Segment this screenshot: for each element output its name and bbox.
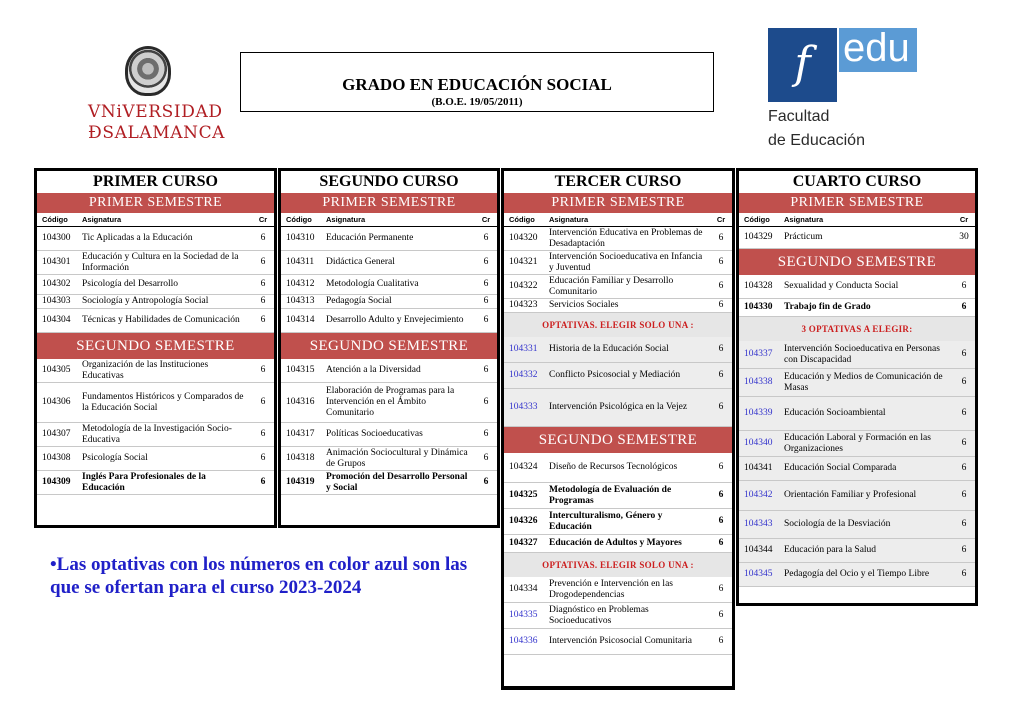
subject-name: Historia de la Educación Social	[549, 344, 669, 354]
primer-curso-column	[34, 168, 277, 528]
subject-code: 104305	[42, 365, 71, 375]
subject-code: 104325	[509, 490, 538, 500]
subject-name: Psicología del Desarrollo	[82, 279, 179, 289]
table-header	[504, 213, 732, 227]
subject-code: 104319	[286, 477, 315, 487]
table-row	[281, 227, 497, 251]
subject-code: 104306	[42, 397, 71, 407]
subject-code: 104342	[744, 490, 773, 500]
page-subtitle: (B.O.E. 19/05/2011)	[431, 96, 523, 108]
semester-header: SEGUNDO SEMESTRE	[37, 333, 274, 359]
subject-credits: 6	[718, 584, 724, 594]
table-row	[504, 483, 732, 509]
table-row	[739, 341, 975, 369]
table-row	[739, 397, 975, 431]
header-credits: Cr	[481, 215, 491, 224]
table-row	[504, 275, 732, 299]
subject-code: 104334	[509, 584, 538, 594]
table-row	[504, 603, 732, 629]
subject-code: 104327	[509, 538, 538, 548]
subject-code: 104332	[509, 370, 538, 380]
table-row	[281, 423, 497, 447]
table-header	[281, 213, 497, 227]
faculty-f-icon: f	[768, 28, 837, 102]
subject-name: Metodología de Evaluación de Programas	[549, 484, 672, 506]
subject-name: Intervención Psicológica en la Vejez	[549, 402, 688, 412]
offered-optatives-note: •Las optativas con los números en color azul son las que se ofertan para el curso 2023-2024	[50, 554, 468, 598]
table-row	[504, 629, 732, 655]
subject-name: Didáctica General	[326, 257, 395, 267]
subject-name: Servicios Sociales	[549, 300, 619, 310]
table-row	[37, 275, 274, 295]
course-title: CUARTO CURSO	[739, 171, 975, 193]
subject-name: Educación Familiar y Desarrollo Comunitario	[549, 275, 674, 297]
subject-code: 104307	[42, 429, 71, 439]
subject-name: Prácticum	[784, 232, 823, 242]
subject-credits: 6	[260, 233, 266, 243]
table-row	[739, 227, 975, 249]
table-row	[504, 299, 732, 313]
subject-credits: 6	[718, 281, 724, 291]
subject-name: Elaboración de Programas para la Intervención en el Ámbito Comunitario	[326, 386, 455, 418]
subject-credits: 6	[961, 281, 967, 291]
semester-header: PRIMER SEMESTRE	[281, 193, 497, 213]
subject-code: 104315	[286, 365, 315, 375]
subject-code: 104341	[744, 463, 773, 473]
subject-code: 104330	[744, 302, 773, 312]
subject-credits: 6	[260, 279, 266, 289]
table-row	[504, 535, 732, 553]
subject-name: Tic Aplicadas a la Educación	[82, 233, 193, 243]
course-title: SEGUNDO CURSO	[281, 171, 497, 193]
semester-header: PRIMER SEMESTRE	[739, 193, 975, 213]
subject-name: Educación Laboral y Formación en las Organizaciones	[784, 432, 931, 454]
table-row	[281, 309, 497, 333]
subject-name: Diseño de Recursos Tecnológicos	[549, 462, 678, 472]
subject-name: Metodología Cualitativa	[326, 279, 419, 289]
subject-code: 104338	[744, 377, 773, 387]
subject-name: Promoción del Desarrollo Personal y Social	[326, 471, 468, 493]
subject-code: 104301	[42, 257, 71, 267]
subject-name: Metodología de la Investigación Socio-Educativa	[82, 423, 232, 445]
subject-name: Educación de Adultos y Mayores	[549, 538, 682, 548]
subject-code: 104328	[744, 281, 773, 291]
subject-name: Intervención Socioeducativa en Infancia y Juventud	[549, 251, 703, 273]
table-row	[281, 295, 497, 309]
course-title: PRIMER CURSO	[37, 171, 274, 193]
subject-credits: 6	[483, 397, 489, 407]
table-row	[37, 423, 274, 447]
table-header	[739, 213, 975, 227]
subject-code: 104331	[509, 344, 538, 354]
subject-name: Educación para la Salud	[784, 545, 877, 555]
table-row	[504, 227, 732, 251]
subject-credits: 6	[718, 462, 724, 472]
subject-credits: 6	[260, 365, 266, 375]
header-code: Código	[744, 215, 770, 224]
subject-name: Orientación Familiar y Profesional	[784, 490, 917, 500]
header-credits: Cr	[258, 215, 268, 224]
subject-credits: 6	[961, 349, 967, 359]
subject-credits: 6	[260, 315, 266, 325]
table-row	[504, 389, 732, 427]
table-row	[739, 431, 975, 457]
subject-code: 104320	[509, 233, 538, 243]
subject-code: 104343	[744, 519, 773, 529]
university-name-line1: VNiVERSIDAD	[88, 102, 223, 122]
subject-code: 104337	[744, 349, 773, 359]
subject-name: Fundamentos Históricos y Comparados de la Educación Social	[82, 391, 244, 413]
subject-code: 104304	[42, 315, 71, 325]
subject-code: 104303	[42, 296, 71, 306]
semester-header: SEGUNDO SEMESTRE	[739, 249, 975, 275]
subject-credits: 6	[260, 477, 266, 487]
header-code: Código	[42, 215, 68, 224]
table-row	[739, 481, 975, 511]
subject-code: 104314	[286, 315, 315, 325]
semester-header: PRIMER SEMESTRE	[37, 193, 274, 213]
subject-code: 104336	[509, 636, 538, 646]
subject-name: Organización de las Instituciones Educativas	[82, 359, 209, 381]
table-row	[37, 227, 274, 251]
subject-credits: 6	[483, 257, 489, 267]
table-row	[281, 251, 497, 275]
table-row	[504, 453, 732, 483]
subject-credits: 6	[718, 516, 724, 526]
subject-credits: 6	[961, 377, 967, 387]
segundo-curso-column	[278, 168, 500, 528]
subject-name: Educación Social Comparada	[784, 463, 897, 473]
subject-code: 104310	[286, 233, 315, 243]
table-row	[281, 471, 497, 495]
header-subject: Asignatura	[82, 215, 122, 224]
table-row	[504, 509, 732, 535]
page-title: GRADO EN EDUCACIÓN SOCIAL	[342, 75, 612, 94]
subject-credits: 6	[718, 636, 724, 646]
title-box	[240, 52, 714, 112]
semester-header: SEGUNDO SEMESTRE	[504, 427, 732, 453]
subject-name: Sexualidad y Conducta Social	[784, 281, 899, 291]
subject-credits: 6	[483, 477, 489, 487]
subject-credits: 6	[483, 279, 489, 289]
optativas-header: OPTATIVAS. ELEGIR SOLO UNA :	[504, 313, 732, 337]
subject-code: 104316	[286, 397, 315, 407]
subject-credits: 6	[961, 438, 967, 448]
subject-name: Educación Permanente	[326, 233, 414, 243]
subject-name: Intervención Educativa en Problemas de Desadaptación	[549, 227, 703, 249]
table-row	[504, 577, 732, 603]
faculty-name-line1: Facultad	[768, 108, 830, 125]
subject-name: Interculturalismo, Género y Educación	[549, 510, 663, 532]
cuarto-curso-column	[736, 168, 978, 606]
subject-credits: 6	[483, 315, 489, 325]
subject-credits: 6	[718, 370, 724, 380]
table-row	[504, 363, 732, 389]
subject-code: 104309	[42, 477, 71, 487]
table-row	[37, 447, 274, 471]
subject-name: Educación y Cultura en la Sociedad de la Información	[82, 251, 239, 273]
subject-credits: 6	[718, 257, 724, 267]
subject-credits: 6	[961, 463, 967, 473]
subject-code: 104335	[509, 610, 538, 620]
subject-credits: 6	[260, 296, 266, 306]
subject-code: 104326	[509, 516, 538, 526]
optativas-header: OPTATIVAS. ELEGIR SOLO UNA :	[504, 553, 732, 577]
subject-code: 104344	[744, 545, 773, 555]
faculty-logo	[768, 28, 918, 148]
table-row	[739, 299, 975, 317]
subject-code: 104313	[286, 296, 315, 306]
subject-code: 104333	[509, 402, 538, 412]
table-row	[281, 447, 497, 471]
subject-credits: 6	[961, 519, 967, 529]
table-row	[37, 251, 274, 275]
subject-name: Educación Socioambiental	[784, 408, 886, 418]
subject-credits: 6	[718, 344, 724, 354]
faculty-logo-mark	[768, 28, 918, 102]
faculty-edu-icon: edu	[839, 28, 917, 72]
subject-credits: 6	[961, 569, 967, 579]
subject-code: 104318	[286, 453, 315, 463]
table-row	[37, 309, 274, 333]
semester-header: PRIMER SEMESTRE	[504, 193, 732, 213]
subject-credits: 6	[961, 408, 967, 418]
subject-credits: 6	[961, 545, 967, 555]
subject-credits: 6	[961, 490, 967, 500]
table-row	[281, 275, 497, 295]
subject-credits: 6	[260, 429, 266, 439]
header-code: Código	[509, 215, 535, 224]
table-row	[739, 539, 975, 563]
header-subject: Asignatura	[549, 215, 589, 224]
table-row	[739, 511, 975, 539]
table-row	[504, 337, 732, 363]
course-title: TERCER CURSO	[504, 171, 732, 193]
header-credits: Cr	[716, 215, 726, 224]
subject-code: 104317	[286, 429, 315, 439]
subject-code: 104323	[509, 300, 538, 310]
table-row	[37, 383, 274, 423]
table-row	[37, 471, 274, 495]
subject-code: 104308	[42, 453, 71, 463]
subject-credits: 30	[959, 232, 969, 242]
subject-code: 104322	[509, 281, 538, 291]
tercer-curso-column	[501, 168, 735, 690]
subject-name: Técnicas y Habilidades de Comunicación	[82, 315, 240, 325]
subject-credits: 6	[483, 453, 489, 463]
header-subject: Asignatura	[326, 215, 366, 224]
table-row	[739, 275, 975, 299]
table-row	[504, 251, 732, 275]
subject-name: Conflicto Psicosocial y Mediación	[549, 370, 681, 380]
subject-code: 104340	[744, 438, 773, 448]
subject-name: Trabajo fin de Grado	[784, 302, 871, 312]
subject-credits: 6	[718, 300, 724, 310]
optativas-header: 3 OPTATIVAS A ELEGIR:	[739, 317, 975, 341]
subject-code: 104312	[286, 279, 315, 289]
subject-code: 104302	[42, 279, 71, 289]
subject-name: Educación y Medios de Comunicación de Masas	[784, 371, 943, 393]
subject-code: 104339	[744, 408, 773, 418]
subject-name: Sociología y Antropología Social	[82, 296, 209, 306]
header-code: Código	[286, 215, 312, 224]
subject-code: 104329	[744, 232, 773, 242]
subject-credits: 6	[483, 365, 489, 375]
subject-credits: 6	[718, 538, 724, 548]
subject-credits: 6	[260, 257, 266, 267]
subject-name: Pedagogía del Ocio y el Tiempo Libre	[784, 569, 930, 579]
subject-credits: 6	[718, 402, 724, 412]
subject-credits: 6	[483, 429, 489, 439]
subject-credits: 6	[483, 296, 489, 306]
subject-code: 104300	[42, 233, 71, 243]
university-seal-icon	[125, 46, 171, 96]
subject-name: Sociología de la Desviación	[784, 519, 891, 529]
subject-name: Inglés Para Profesionales de la Educación	[82, 471, 206, 493]
university-logo	[88, 42, 226, 150]
header-credits: Cr	[959, 215, 969, 224]
table-row	[739, 457, 975, 481]
subject-name: Intervención Socioeducativa en Personas con Discapacidad	[784, 343, 940, 365]
semester-header: SEGUNDO SEMESTRE	[281, 333, 497, 359]
subject-name: Desarrollo Adulto y Envejecimiento	[326, 315, 464, 325]
subject-name: Animación Sociocultural y Dinámica de Grupos	[326, 447, 468, 469]
subject-code: 104345	[744, 569, 773, 579]
table-row	[739, 369, 975, 397]
table-row	[37, 359, 274, 383]
table-row	[37, 295, 274, 309]
header-subject: Asignatura	[784, 215, 824, 224]
subject-credits: 6	[260, 453, 266, 463]
subject-credits: 6	[260, 397, 266, 407]
subject-name: Políticas Socioeducativas	[326, 429, 423, 439]
subject-code: 104324	[509, 462, 538, 472]
subject-credits: 6	[961, 302, 967, 312]
table-row	[281, 359, 497, 383]
subject-name: Atención a la Diversidad	[326, 365, 421, 375]
table-header	[37, 213, 274, 227]
subject-code: 104321	[509, 257, 538, 267]
subject-name: Prevención e Intervención en las Drogodependencias	[549, 578, 673, 600]
faculty-name-line2: de Educación	[768, 132, 865, 149]
subject-name: Pedagogía Social	[326, 296, 392, 306]
subject-credits: 6	[718, 610, 724, 620]
subject-credits: 6	[483, 233, 489, 243]
subject-credits: 6	[718, 233, 724, 243]
subject-name: Psicología Social	[82, 453, 148, 463]
table-row	[281, 383, 497, 423]
subject-name: Diagnóstico en Problemas Socioeducativos	[549, 604, 649, 626]
subject-name: Intervención Psicosocial Comunitaria	[549, 636, 692, 646]
table-row	[739, 563, 975, 587]
university-name-line2: ÐSALAMANCA	[88, 123, 226, 143]
subject-code: 104311	[286, 257, 315, 267]
subject-credits: 6	[718, 490, 724, 500]
